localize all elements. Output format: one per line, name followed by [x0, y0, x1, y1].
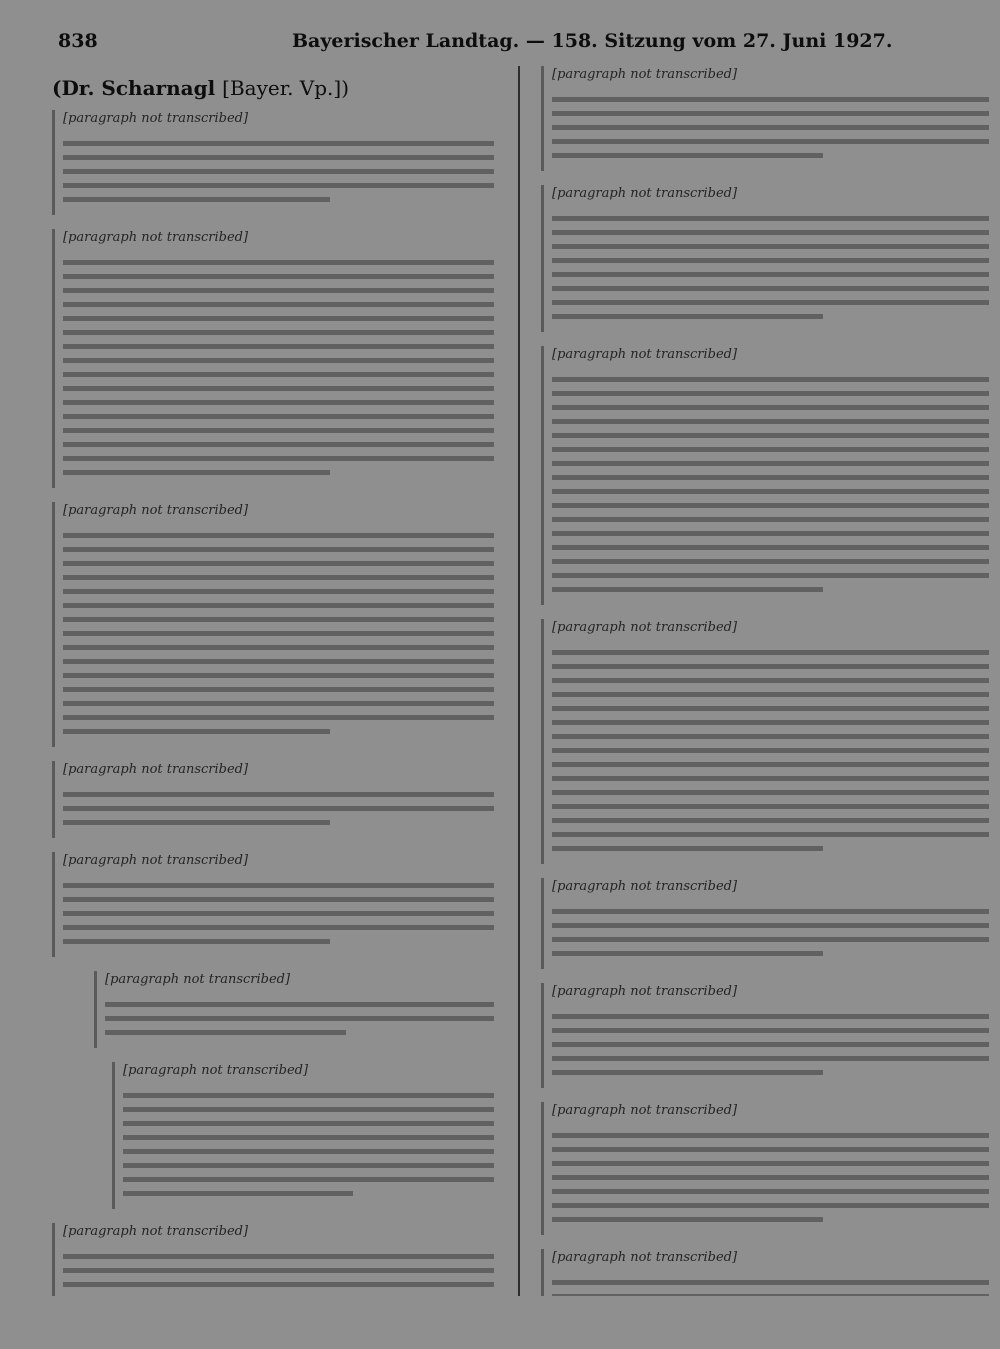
paragraph	[52, 502, 498, 747]
text-lines	[59, 520, 498, 747]
text-lines	[548, 1267, 993, 1296]
untranscribed-text-note: [paragraph not transcribed]	[105, 972, 291, 987]
text-lines	[548, 637, 993, 864]
paragraph	[52, 1223, 498, 1296]
paragraph	[541, 619, 993, 864]
untranscribed-text-note: [paragraph not transcribed]	[123, 1063, 309, 1078]
untranscribed-text-note: [paragraph not transcribed]	[552, 1250, 738, 1265]
paragraph	[541, 185, 993, 332]
text-lines	[59, 1241, 498, 1296]
paragraph	[541, 983, 993, 1088]
paragraph	[541, 1102, 993, 1235]
paragraph-quoted	[112, 1062, 498, 1209]
text-lines	[59, 870, 498, 957]
text-lines	[548, 364, 993, 605]
text-lines	[548, 84, 993, 171]
untranscribed-text-note: [paragraph not transcribed]	[552, 347, 738, 362]
untranscribed-text-note: [paragraph not transcribed]	[63, 111, 249, 126]
paragraph	[52, 852, 498, 957]
untranscribed-text-note: [paragraph not transcribed]	[552, 1103, 738, 1118]
text-lines	[548, 1120, 993, 1235]
text-lines	[59, 779, 498, 838]
paragraph	[541, 1249, 993, 1296]
untranscribed-text-note: [paragraph not transcribed]	[63, 503, 249, 518]
speaker-name: (Dr. Scharnagl	[52, 76, 216, 100]
text-lines	[119, 1080, 498, 1209]
paragraph	[541, 878, 993, 969]
paragraph	[541, 66, 993, 171]
text-lines	[548, 896, 993, 969]
running-title: Bayerischer Landtag. — 158. Sitzung vom 27. Juni 1927.	[292, 30, 893, 52]
untranscribed-text-note: [paragraph not transcribed]	[63, 230, 249, 245]
untranscribed-text-note: [paragraph not transcribed]	[552, 67, 738, 82]
page-number: 838	[58, 30, 98, 52]
speaker-party: [Bayer. Vp.])	[222, 76, 350, 100]
text-lines	[59, 128, 498, 215]
untranscribed-text-note: [paragraph not transcribed]	[552, 186, 738, 201]
paragraph	[541, 346, 993, 605]
paragraph	[52, 110, 498, 215]
page-header	[58, 26, 893, 56]
untranscribed-text-note: [paragraph not transcribed]	[552, 984, 738, 999]
text-lines	[548, 203, 993, 332]
untranscribed-text-note: [paragraph not transcribed]	[552, 879, 738, 894]
paragraph	[52, 229, 498, 488]
paragraph	[52, 761, 498, 838]
speaker-heading	[52, 76, 498, 100]
column-divider	[518, 66, 520, 1296]
untranscribed-text-note: [paragraph not transcribed]	[63, 1224, 249, 1239]
untranscribed-text-note: [paragraph not transcribed]	[552, 620, 738, 635]
untranscribed-text-note: [paragraph not transcribed]	[63, 762, 249, 777]
untranscribed-text-note: [paragraph not transcribed]	[63, 853, 249, 868]
text-lines	[101, 989, 498, 1048]
right-column	[541, 66, 993, 1296]
paragraph-quoted	[94, 971, 498, 1048]
text-lines	[59, 247, 498, 488]
text-lines	[548, 1001, 993, 1088]
left-column	[52, 66, 498, 1296]
